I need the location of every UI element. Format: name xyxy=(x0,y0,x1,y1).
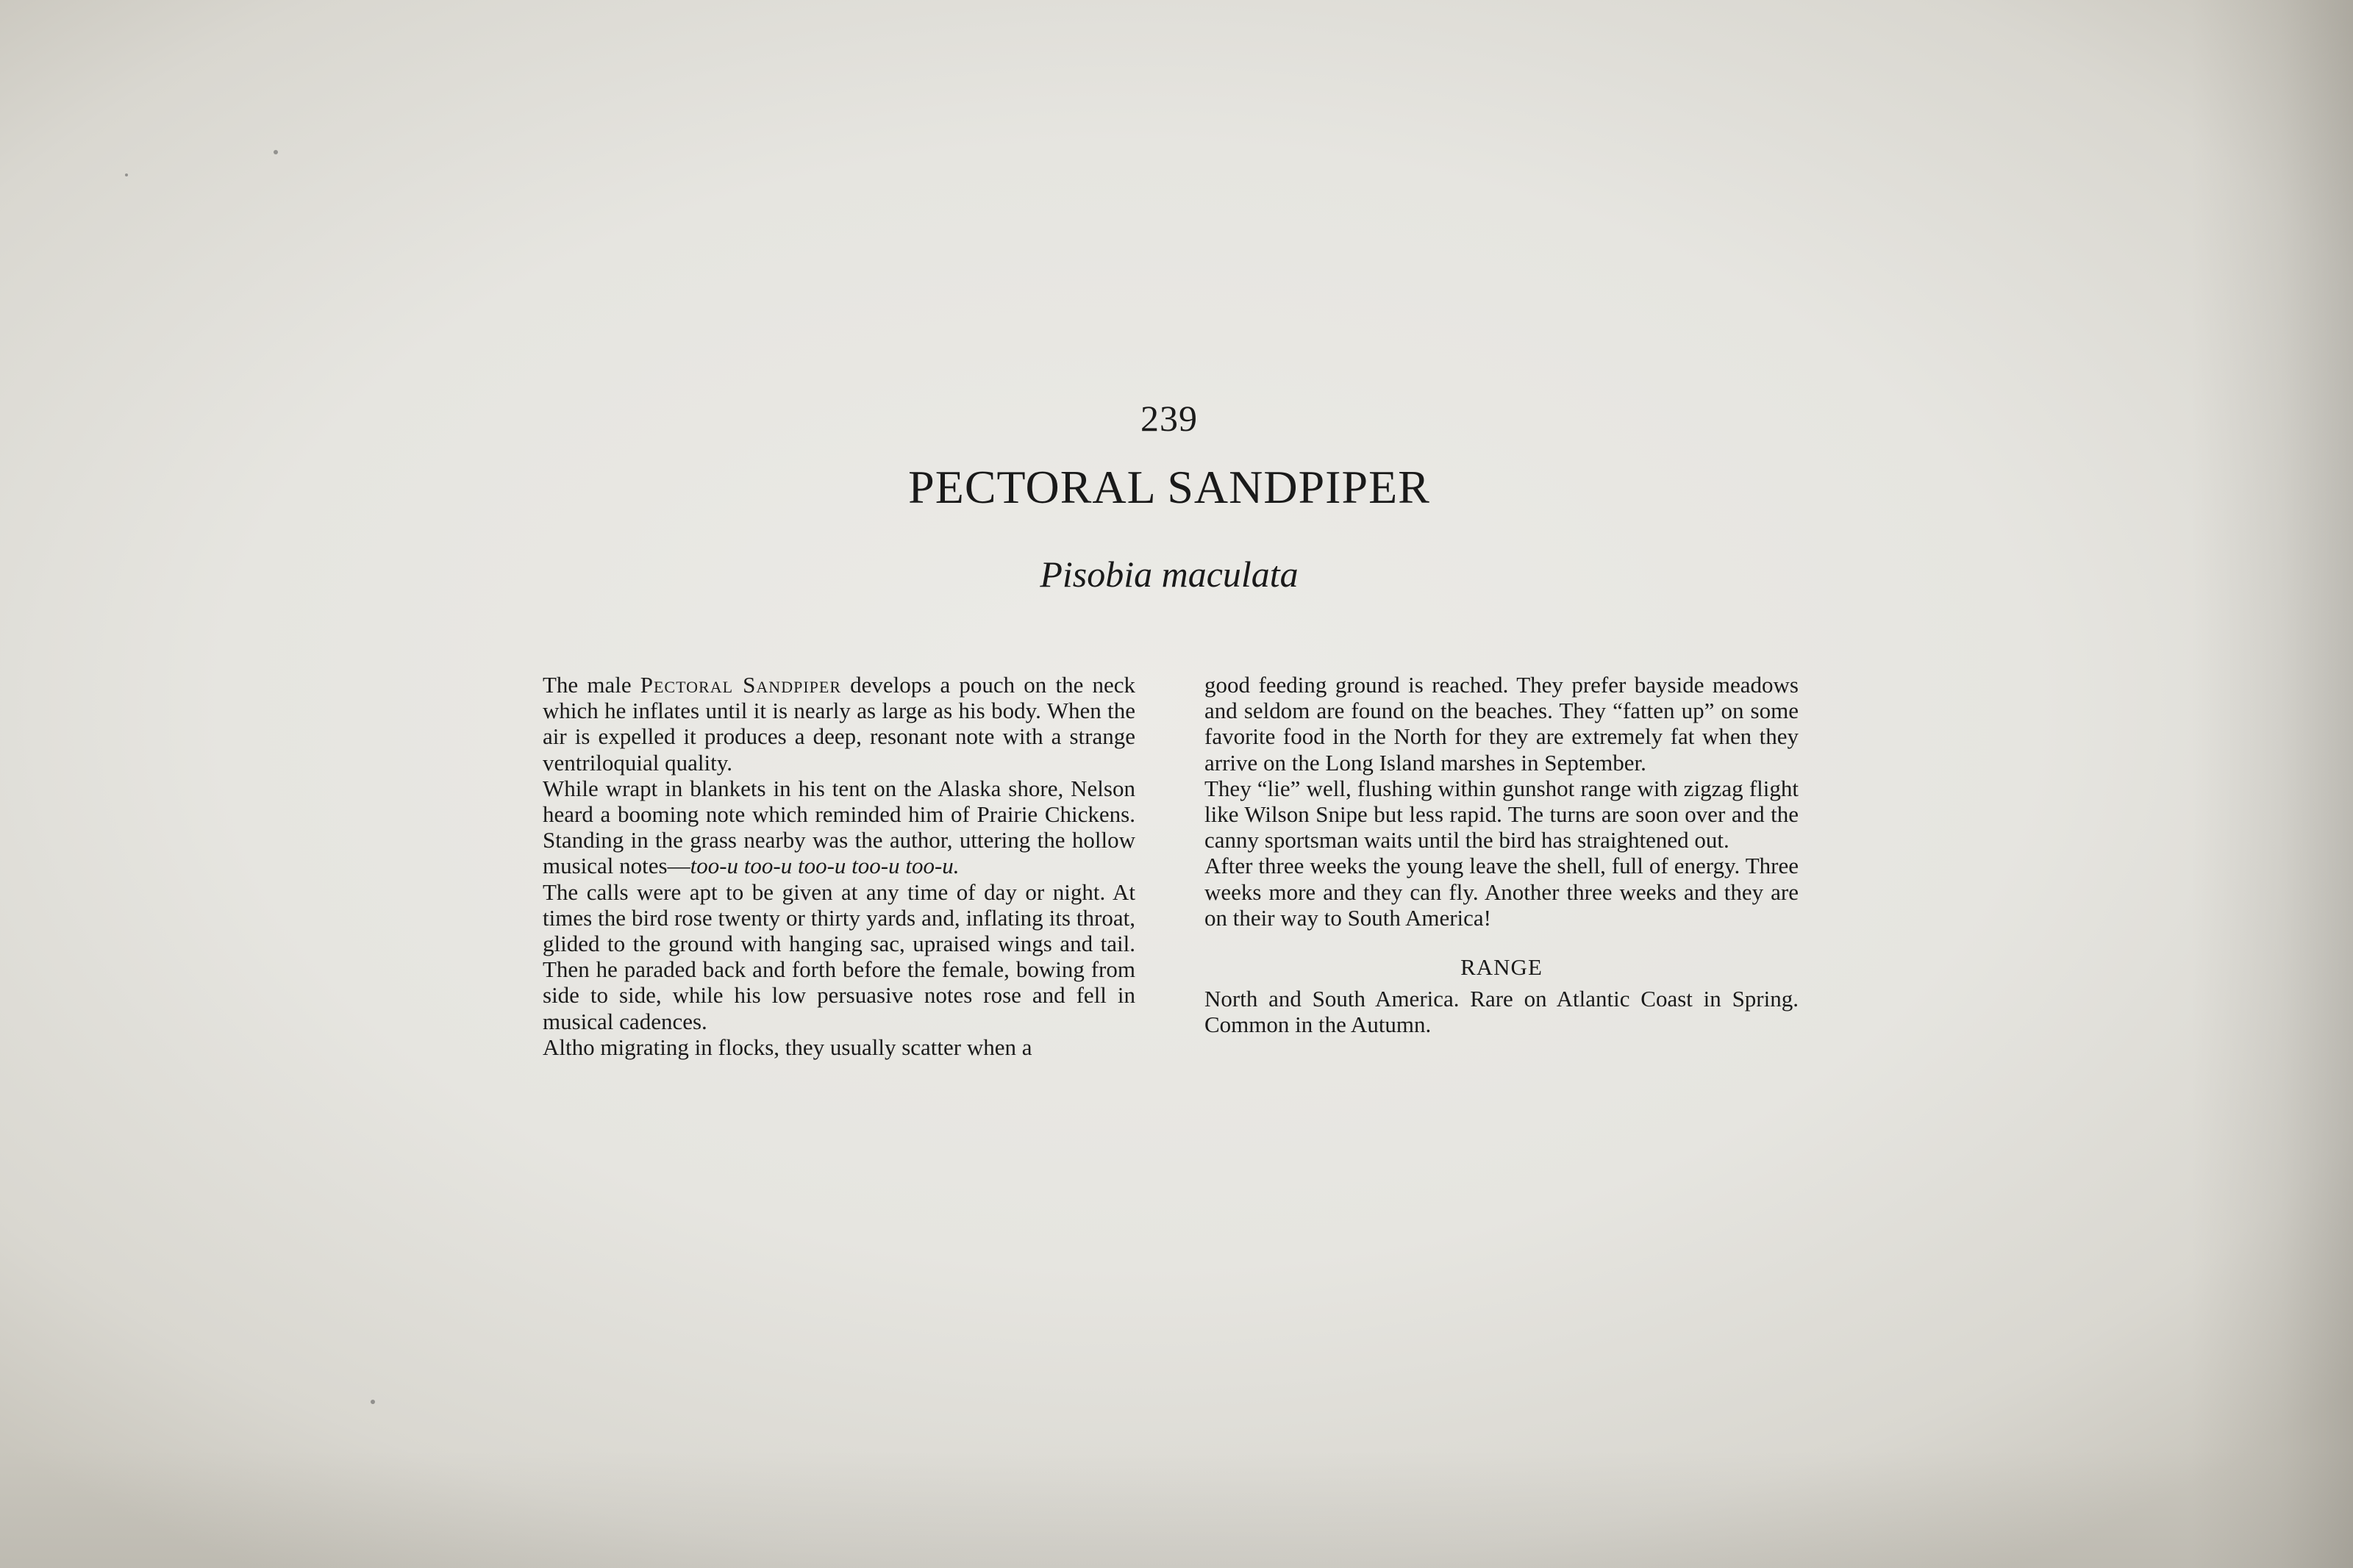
right-text-column xyxy=(1204,672,1799,1038)
paragraph: They “lie” well, flushing within gunshot range with zigzag flight like Wilson Snipe but less rapid. The turns are soon over and the canny sportsman waits until the bird has straightened out. xyxy=(1204,775,1799,853)
range-heading: RANGE xyxy=(1460,954,1543,981)
range-text: North and South America. Rare on Atlantic Coast in Spring. Common in the Autumn. xyxy=(1204,986,1799,1038)
paragraph xyxy=(543,776,1135,879)
page-edge-shadow xyxy=(2191,0,2353,1568)
paragraph: After three weeks the young leave the shell, full of energy. Three weeks more and they can fly. Another three weeks and they are on their way to South America! xyxy=(1204,853,1799,931)
paragraph: Altho migrating in flocks, they usually scatter when a xyxy=(543,1034,1032,1060)
paper-speck xyxy=(125,173,128,176)
species-name-smallcaps: Pectoral Sandpiper xyxy=(640,672,841,698)
page-bottom-shadow xyxy=(0,1450,2353,1568)
page-title: PECTORAL SANDPIPER xyxy=(908,461,1430,513)
paragraph-intro: The male xyxy=(543,672,632,698)
paragraph: The calls were apt to be given at any time of day or night. At times the bird rose twenty or thirty yards and, inflating its throat, glided to the ground with hanging sac, upraised wings and tail. Then he paraded back and forth before the female, bowing from side to side, while his low persuasive notes rose and fell in musical cadences. xyxy=(543,878,1135,1034)
paragraph-text: develops a pouch on the neck which he inflates until it is nearly as large as his body. When the air is expelled it produces a deep, resonant note with a strange ventriloquial quality. xyxy=(543,672,1135,776)
page-number: 239 xyxy=(1140,398,1198,439)
paragraph: good feeding ground is reached. They prefer bayside meadows and seldom are found on the beaches. They “fatten up” on some favorite food in the North for they are extremely fat when they arrive on the Long Island marshes in September. xyxy=(1204,672,1799,776)
call-notation: too-u too-u too-u too-u too-u. xyxy=(690,853,960,879)
paragraph xyxy=(543,672,1135,776)
left-text-column xyxy=(543,672,1135,1060)
paper-speck xyxy=(274,150,278,154)
paragraph-text: While wrapt in blankets in his tent on the Alaska shore, Nelson heard a booming note which reminded him of Prairie Chickens. Standing in the grass nearby was the author, uttering the hollow musical notes— xyxy=(543,775,1135,879)
scientific-name: Pisobia maculata xyxy=(1040,554,1299,595)
paper-speck xyxy=(371,1400,375,1404)
